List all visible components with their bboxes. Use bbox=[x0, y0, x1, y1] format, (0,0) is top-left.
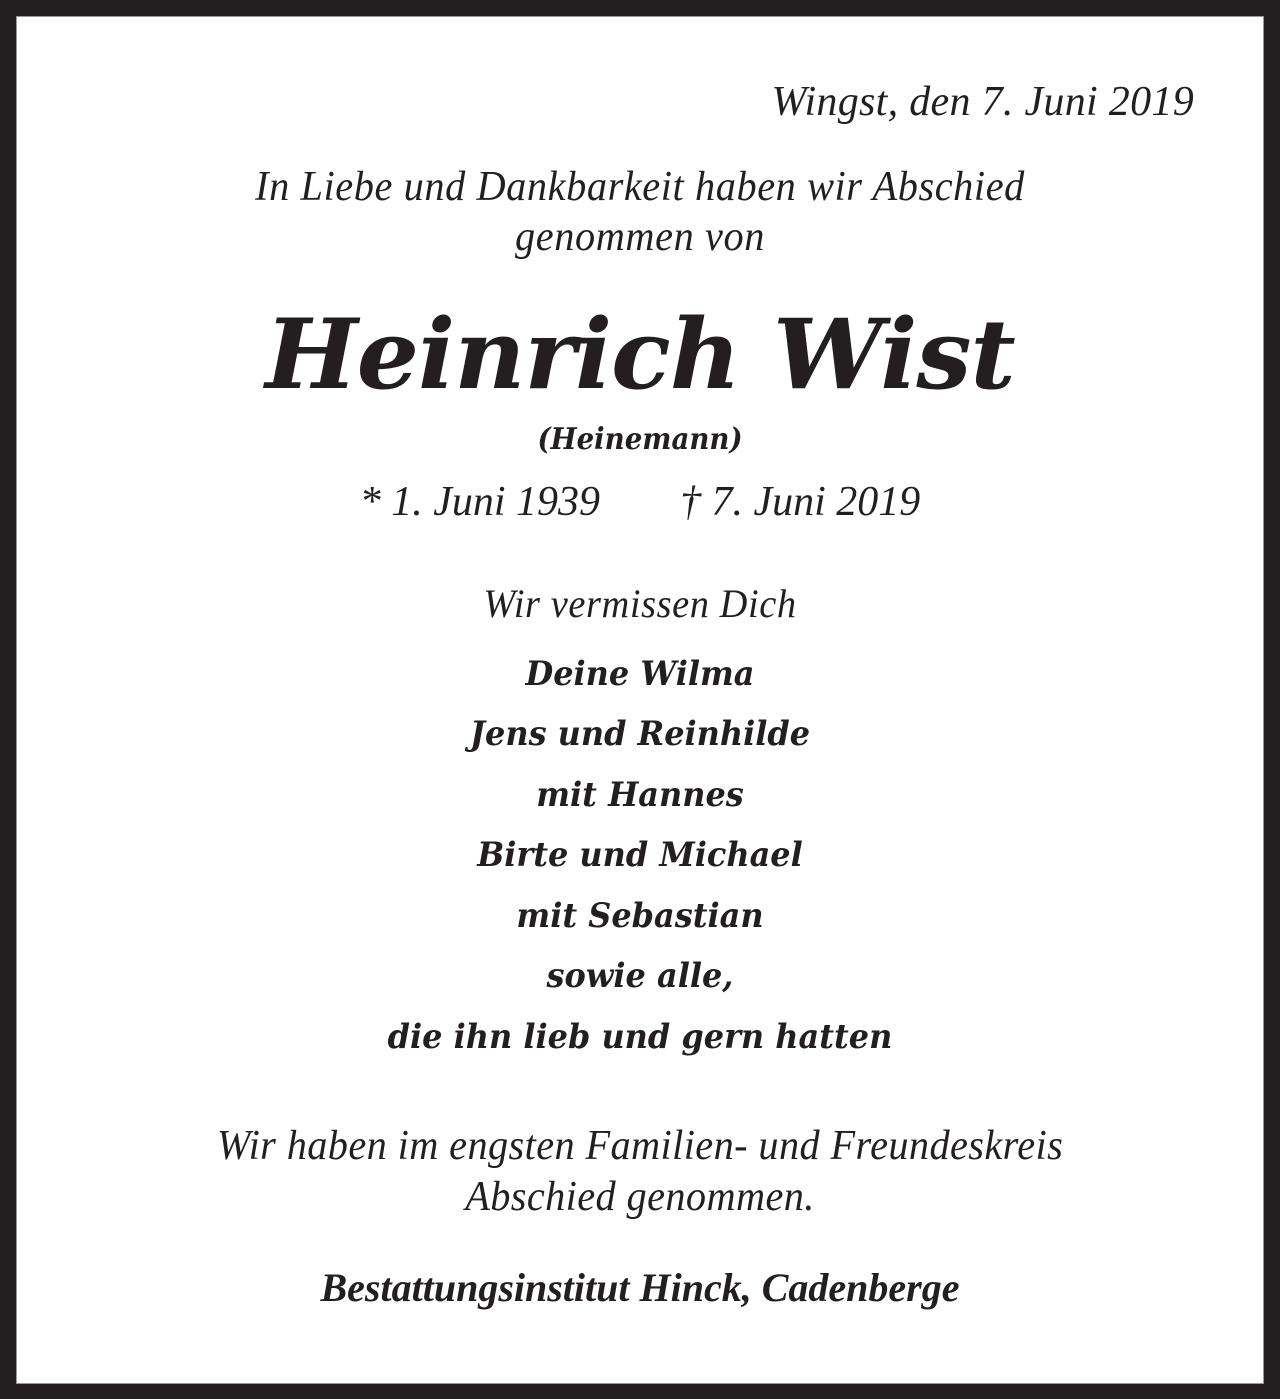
closing-line-2: Abschied genommen. bbox=[465, 1174, 815, 1220]
mourner-line: mit Hannes bbox=[536, 775, 744, 815]
funeral-home: Bestattungsinstitut Hinck, Cadenberge bbox=[320, 1265, 960, 1310]
place-date: Wingst, den 7. Juni 2019 bbox=[771, 79, 1194, 125]
missing-line: Wir vermissen Dich bbox=[483, 581, 797, 626]
intro-line-1: In Liebe und Dankbarkeit haben wir Abschied bbox=[255, 164, 1025, 210]
deceased-alias: (Heinemann) bbox=[537, 422, 743, 457]
mourner-line: sowie alle, bbox=[546, 956, 734, 996]
birth-date: * 1. Juni 1939 bbox=[359, 479, 600, 525]
mourner-line: mit Sebastian bbox=[516, 896, 764, 936]
mourner-line: Birte und Michael bbox=[477, 835, 803, 875]
life-dates bbox=[16, 478, 1264, 526]
deceased-name: Heinrich Wist bbox=[265, 298, 1015, 411]
mourner-line: Deine Wilma bbox=[525, 654, 755, 694]
mourner-line: Jens und Reinhilde bbox=[469, 714, 811, 754]
closing-line-1: Wir haben im engsten Familien- und Freundeskreis bbox=[216, 1123, 1064, 1169]
mourner-line: die ihn lieb und gern hatten bbox=[387, 1017, 893, 1057]
obituary-notice bbox=[16, 16, 1264, 1384]
death-date: † 7. Juni 2019 bbox=[680, 479, 921, 525]
intro-line-2: genommen von bbox=[515, 214, 765, 260]
